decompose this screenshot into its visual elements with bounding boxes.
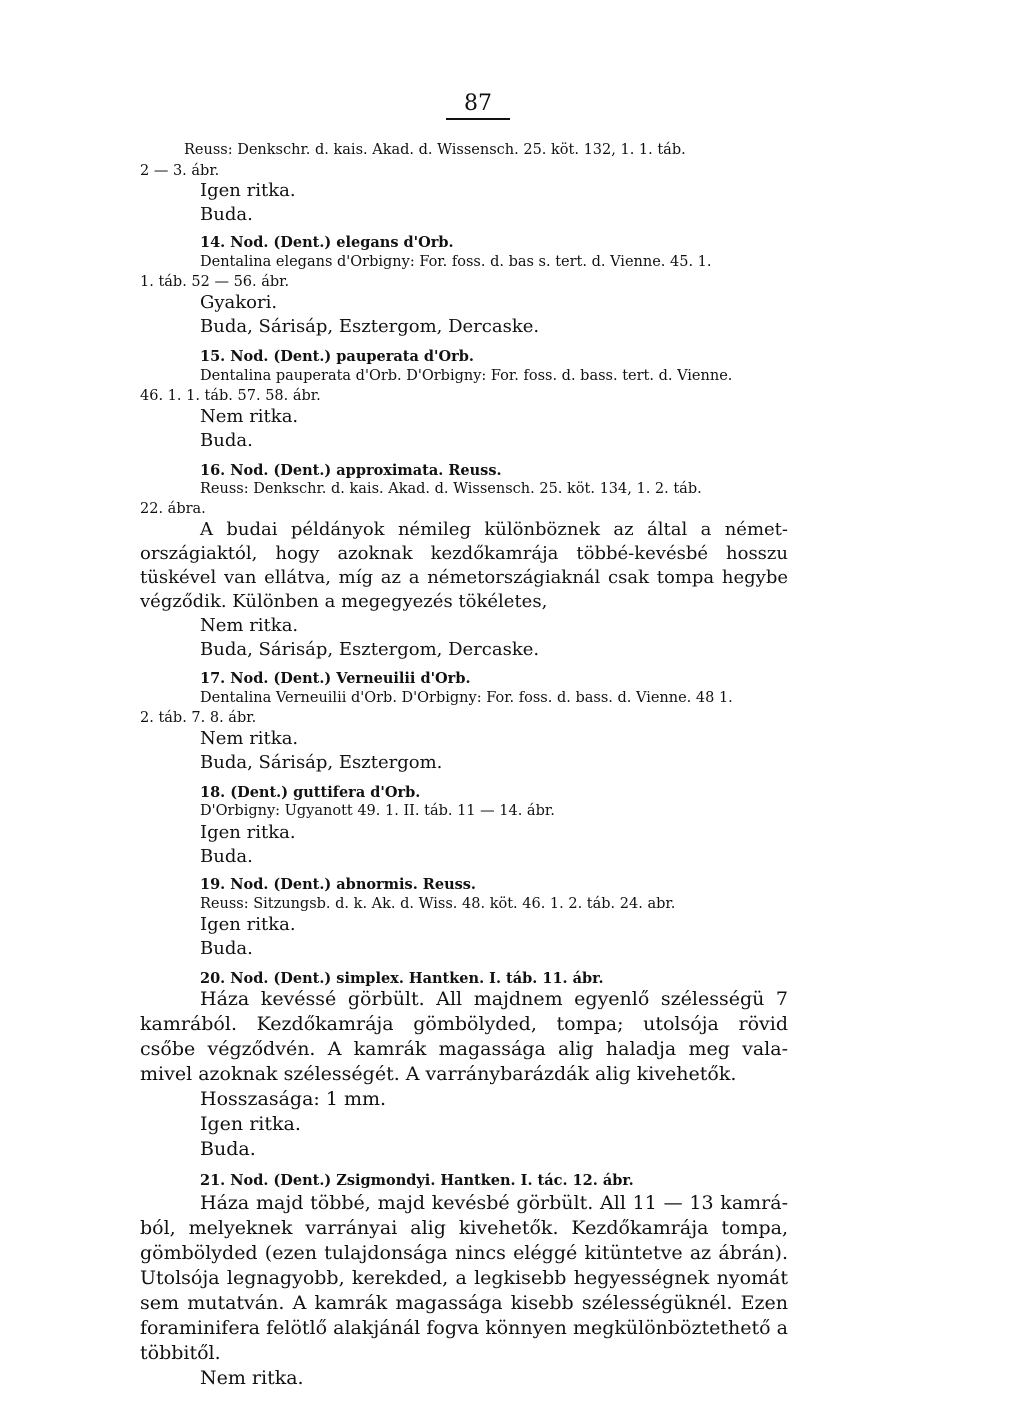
description-line: kamrából. Kezdőkamrája gömbölyded, tompa; utolsója rövid — [140, 1013, 788, 1035]
reference-line: Dentalina elegans d'Orbigny: For. foss. d. bas s. tert. d. Vienne. 45. 1. — [200, 254, 712, 270]
species-heading: 18. (Dent.) guttifera d'Orb. — [200, 784, 421, 801]
description-line: ból, melyeknek varrányai alig kivehetők. Kezdőkamrája tompa, — [140, 1217, 788, 1239]
species-heading: 14. Nod. (Dent.) elegans d'Orb. — [200, 234, 454, 251]
reference-line: 2 — 3. ábr. — [140, 163, 220, 179]
reference-line: 22. ábra. — [140, 501, 206, 517]
locality-note: Buda. — [200, 1138, 256, 1160]
reference-line: Dentalina Verneuilii d'Orb. D'Orbigny: For. foss. d. bass. d. Vienne. 48 1. — [200, 690, 733, 706]
page-number: 87 — [446, 92, 510, 120]
frequency-note: Igen ritka. — [200, 1113, 301, 1135]
description-line: többitől. — [140, 1342, 221, 1364]
reference-line: Dentalina pauperata d'Orb. D'Orbigny: For. foss. d. bass. tert. d. Vienne. — [200, 368, 733, 384]
description-line: Utolsója legnagyobb, kerekded, a legkisebb hegyességnek nyomát — [140, 1267, 788, 1289]
frequency-note: Igen ritka. — [200, 180, 296, 201]
description-line: A budai példányok némileg különböznek az által a német- — [200, 519, 788, 540]
locality-note: Buda. — [200, 430, 253, 451]
locality-note: Buda, Sárisáp, Esztergom, Dercaske. — [200, 316, 540, 337]
species-heading: 16. Nod. (Dent.) approximata. Reuss. — [200, 462, 502, 479]
description-line: országiaktól, hogy azoknak kezdőkamrája többé-kevésbé hosszu — [140, 543, 788, 564]
species-heading: 17. Nod. (Dent.) Verneuilii d'Orb. — [200, 670, 471, 687]
description-line: foraminifera felötlő alakjánál fogva könnyen megkülönböztethető a — [140, 1317, 788, 1339]
reference-line: 2. táb. 7. 8. ábr. — [140, 710, 257, 726]
reference-line: Reuss: Denkschr. d. kais. Akad. d. Wissensch. 25. köt. 132, 1. 1. táb. — [184, 142, 686, 158]
locality-note: Buda, Sárisáp, Esztergom, Dercaske. — [200, 639, 540, 660]
locality-note: Buda, Sárisáp, Esztergom. — [200, 752, 443, 773]
reference-line: 1. táb. 52 — 56. ábr. — [140, 274, 290, 290]
locality-note: Buda. — [200, 846, 253, 867]
reference-line: Reuss: Denkschr. d. kais. Akad. d. Wissensch. 25. köt. 134, 1. 2. táb. — [200, 481, 702, 497]
frequency-note: Nem ritka. — [200, 728, 299, 749]
species-heading: 15. Nod. (Dent.) pauperata d'Orb. — [200, 348, 474, 365]
locality-note: Buda. — [200, 938, 253, 959]
reference-line: D'Orbigny: Ugyanott 49. 1. II. táb. 11 — 14. ábr. — [200, 803, 555, 819]
description-line: Háza majd többé, majd kevésbé görbült. All 11 — 13 kamrá- — [200, 1192, 788, 1214]
frequency-note: Igen ritka. — [200, 822, 296, 843]
species-heading: 21. Nod. (Dent.) Zsigmondyi. Hantken. I. tác. 12. ábr. — [200, 1172, 634, 1189]
species-heading: 20. Nod. (Dent.) simplex. Hantken. I. táb. 11. ábr. — [200, 970, 604, 987]
locality-note: Buda. — [200, 204, 253, 225]
frequency-note: Nem ritka. — [200, 406, 299, 427]
frequency-note: Nem ritka. — [200, 1367, 304, 1389]
frequency-note: Nem ritka. — [200, 615, 299, 636]
frequency-note: Igen ritka. — [200, 914, 296, 935]
description-line: csőbe végződvén. A kamrák magassága alig haladja meg vala- — [140, 1038, 788, 1060]
description-line: gömbölyded (ezen tulajdonsága nincs eléggé kitüntetve az ábrán). — [140, 1242, 788, 1264]
description-line: sem mutatván. A kamrák magassága kisebb szélességüknél. Ezen — [140, 1292, 788, 1314]
reference-line: Reuss: Sitzungsb. d. k. Ak. d. Wiss. 48. köt. 46. 1. 2. táb. 24. abr. — [200, 896, 676, 912]
reference-line: 46. 1. 1. táb. 57. 58. ábr. — [140, 388, 321, 404]
description-line: tüskével van ellátva, míg az a németországiaknál csak tompa hegybe — [140, 567, 788, 588]
description-line: végződik. Különben a megegyezés tökéletes, — [140, 591, 548, 612]
measurement-note: Hosszasága: 1 mm. — [200, 1088, 387, 1110]
description-line: Háza kevéssé görbült. All majdnem egyenlő szélességü 7 — [200, 988, 788, 1010]
species-heading: 19. Nod. (Dent.) abnormis. Reuss. — [200, 876, 476, 893]
description-line: mivel azoknak szélességét. A varránybarázdák alig kivehetők. — [140, 1063, 737, 1085]
frequency-note: Gyakori. — [200, 292, 278, 313]
